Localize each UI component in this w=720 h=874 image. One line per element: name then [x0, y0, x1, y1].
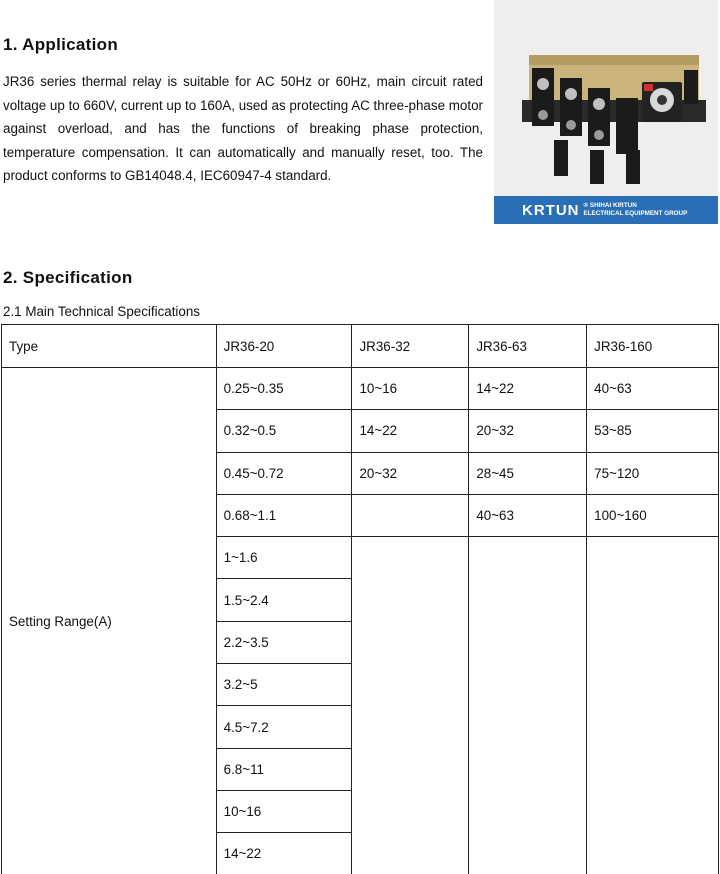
cell-jr36-32: 10~16: [352, 368, 469, 410]
brand-tagline: [584, 202, 688, 218]
cell-jr36-20: 0.68~1.1: [216, 494, 352, 536]
header-cell-jr36-20: JR36-20: [216, 325, 352, 368]
cell-jr36-160: 75~120: [587, 452, 719, 494]
cell-jr36-20: 0.45~0.72: [216, 452, 352, 494]
product-photo: [494, 0, 718, 224]
section-title-application: 1. Application: [3, 35, 119, 54]
cell-jr36-160: 100~160: [587, 494, 719, 536]
cell-jr36-160-empty: [587, 537, 719, 874]
row-label-setting-range: Setting Range(A): [2, 368, 217, 874]
cell-jr36-32: 14~22: [352, 410, 469, 452]
cell-jr36-20: 6.8~11: [216, 748, 352, 790]
cell-jr36-63-empty: [469, 537, 587, 874]
header-cell-type: Type: [2, 325, 217, 368]
cell-jr36-20: 1~1.6: [216, 537, 352, 579]
cell-jr36-32: [352, 494, 469, 536]
cell-jr36-20: 4.5~7.2: [216, 706, 352, 748]
cell-jr36-20: 1.5~2.4: [216, 579, 352, 621]
section-title-specification: 2. Specification: [3, 268, 133, 287]
cell-jr36-63: 40~63: [469, 494, 587, 536]
thermal-relay-image: [494, 0, 718, 196]
cell-jr36-32-empty: [352, 537, 469, 874]
cell-jr36-32: 20~32: [352, 452, 469, 494]
header-cell-jr36-160: JR36-160: [587, 325, 719, 368]
cell-jr36-63: 20~32: [469, 410, 587, 452]
cell-jr36-63: 14~22: [469, 368, 587, 410]
cell-jr36-160: 40~63: [587, 368, 719, 410]
cell-jr36-20: 10~16: [216, 790, 352, 832]
application-paragraph: JR36 series thermal relay is suitable for AC 50Hz or 60Hz, main circuit rated voltage up to 660V, current up to 160A, used as protecting AC three-phase motor against overload, and has the functions of breaking phase protection, temperature compensation. It can automatically and manually reset, too. The product conforms to GB14048.4, IEC60947-4 standard.: [3, 74, 483, 183]
cell-jr36-20: 14~22: [216, 833, 352, 874]
brand-banner: [494, 196, 718, 224]
brand-tagline-line2: ELECTRICAL EQUIPMENT GROUP: [583, 210, 688, 217]
cell-jr36-63: 28~45: [469, 452, 587, 494]
table-row: [2, 368, 719, 410]
cell-jr36-160: 53~85: [587, 410, 719, 452]
brand-tagline-line1: ® SHIHAI KIRTUN: [583, 202, 637, 209]
cell-jr36-20: 2.2~3.5: [216, 621, 352, 663]
cell-jr36-20: 0.25~0.35: [216, 368, 352, 410]
cell-jr36-20: 0.32~0.5: [216, 410, 352, 452]
brand-logo: KRTUN: [522, 201, 580, 219]
spec-table: [1, 324, 719, 874]
table-header-row: [2, 325, 719, 368]
subsection-title: 2.1 Main Technical Specifications: [3, 304, 201, 319]
cell-jr36-20: 3.2~5: [216, 664, 352, 706]
header-cell-jr36-63: JR36-63: [469, 325, 587, 368]
header-cell-jr36-32: JR36-32: [352, 325, 469, 368]
